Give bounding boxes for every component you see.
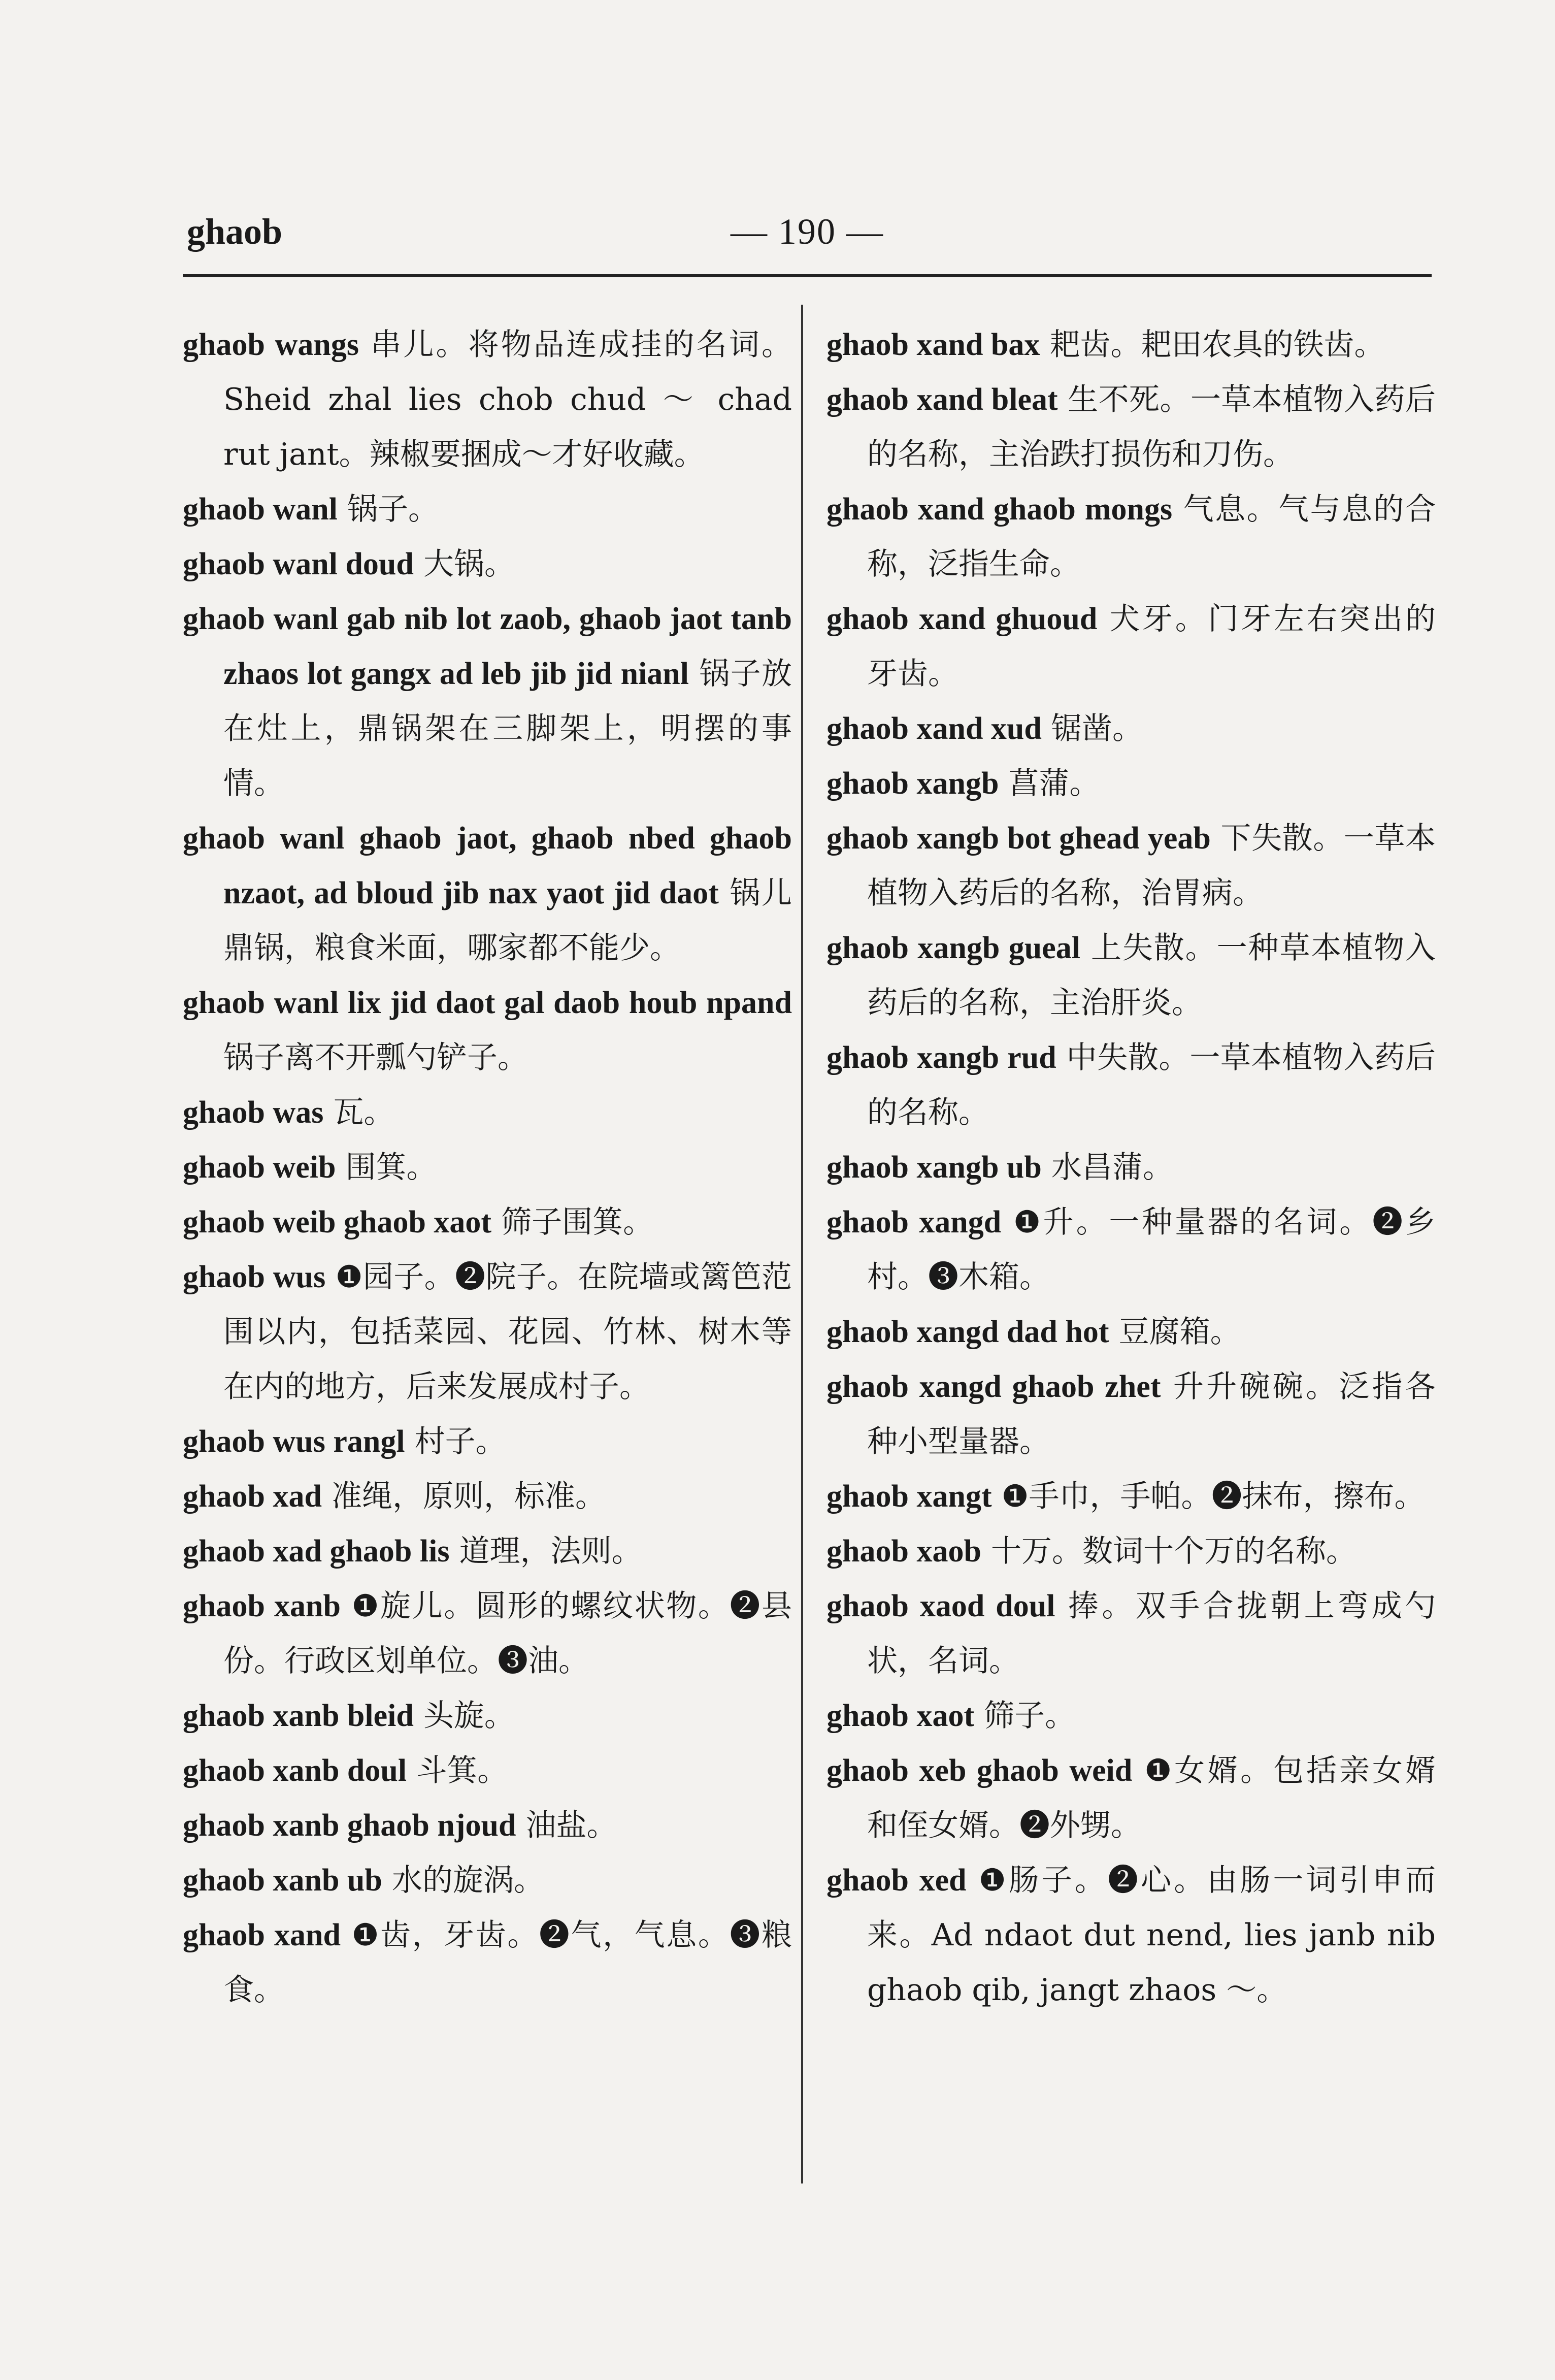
dictionary-entry [183,1743,792,1798]
dictionary-entry [183,1085,792,1140]
entry-headword: ghaob wus [183,1260,326,1294]
entry-headword: ghaob xed [826,1863,967,1898]
entry-headword: ghaob xaot [826,1699,975,1733]
entry-definition: 头旋。 [413,1698,515,1734]
entry-headword: ghaob xangd [826,1205,1002,1240]
dictionary-entry [826,1579,1436,1688]
dictionary-entry [826,1140,1436,1195]
dictionary-entry [826,1743,1436,1853]
entry-definition: 锅子放在灶上，鼎锅架在三脚架上，明摆的事情。 [223,656,792,801]
dictionary-entry [183,1469,792,1524]
entry-headword: ghaob xangb [826,766,999,801]
entry-definition: 犬牙。门牙左右突出的牙齿。 [867,601,1436,692]
column-divider [801,305,803,2183]
dictionary-entry [826,1524,1436,1579]
dictionary-entry [183,1579,792,1688]
dictionary-entry [826,1030,1436,1140]
entry-definition: 锅子。 [337,492,439,527]
entry-headword: ghaob xangb gueal [826,931,1080,965]
dictionary-entry [826,811,1436,921]
running-headword: ghaob [187,211,283,252]
entry-definition: 锅儿鼎锅，粮食米面，哪家都不能少。 [223,875,792,966]
entry-definition: 水昌蒲。 [1041,1150,1173,1185]
entry-definition: ❶女婿。包括亲女婿和侄女婿。❷外甥。 [867,1753,1436,1843]
entry-definition: 瓦。 [323,1095,394,1130]
entry-definition: 豆腐箱。 [1109,1314,1241,1350]
dictionary-entry [183,1853,792,1908]
entry-headword: ghaob wanl ghaob jaot, ghaob nbed ghaob nzaot, ad bloud jib nax yaot jid daot [183,821,792,910]
page-header [183,211,1432,272]
dictionary-entry [826,921,1436,1030]
entry-headword: ghaob xad ghaob lis [183,1534,450,1569]
dictionary-entry [183,1798,792,1853]
entry-headword: ghaob xangt [826,1479,992,1514]
entry-definition: 大锅。 [413,546,515,582]
dictionary-entry [183,1250,792,1414]
entry-definition: ❶升。一种量器的名词。❷乡村。❸木箱。 [867,1204,1436,1295]
entry-headword: ghaob wanl doud [183,547,414,581]
entry-headword: ghaob wangs [183,328,359,362]
entry-headword: ghaob xand ghuoud [826,602,1098,636]
entry-definition: 斗箕。 [407,1753,508,1788]
dictionary-entry [826,701,1436,756]
entry-definition: 耙齿。耙田农具的铁齿。 [1040,327,1385,363]
dictionary-entry [183,592,792,811]
dictionary-entry [183,317,792,482]
entry-headword: ghaob xanb ghaob njoud [183,1808,516,1843]
dictionary-entry [183,1414,792,1469]
entry-headword: ghaob xangb ub [826,1150,1042,1185]
entry-definition: 气息。气与息的合称，泛指生命。 [867,492,1436,582]
dictionary-entry [183,537,792,592]
entry-headword: ghaob xangb rud [826,1040,1056,1075]
dictionary-entry [826,317,1436,372]
entry-headword: ghaob xad [183,1479,322,1514]
header-rule [183,274,1432,277]
dictionary-entry [183,1140,792,1195]
entry-definition: ❶手巾，手帕。❷抹布，擦布。 [991,1479,1425,1514]
entry-definition: 道理，法则。 [449,1534,642,1569]
dictionary-entry [826,592,1436,701]
entry-headword: ghaob xand ghaob mongs [826,492,1173,527]
dictionary-entry [826,482,1436,592]
page-number: — 190 — [731,211,884,252]
entry-definition: ❶肠子。❷心。由肠一词引申而来。Ad ndaot dut nend, lies janb nib ghaob qib, jangt zhaos ～。 [867,1863,1436,2008]
entry-definition: 锯凿。 [1041,711,1143,746]
entry-definition: 串儿。将物品连成挂的名词。Sheid zhal lies chob chud ～ chad rut jant。辣椒要捆成～才好收藏。 [223,327,792,472]
entry-definition: 上失散。一种草本植物入药后的名称，主治肝炎。 [867,930,1436,1021]
entry-definition: ❶旋儿。圆形的螺纹状物。❷县份。行政区划单位。❸油。 [223,1588,792,1679]
dictionary-entry [826,1359,1436,1469]
entry-headword: ghaob wus rangl [183,1424,405,1459]
entry-definition: 生不死。一草本植物入药后的名称，主治跌打损伤和刀伤。 [867,382,1436,472]
dictionary-entry [826,372,1436,482]
entry-headword: ghaob xaod doul [826,1589,1055,1623]
entry-definition: 准绳，原则，标准。 [321,1479,606,1514]
dictionary-entry [183,1195,792,1250]
entry-definition: 捧。双手合拢朝上弯成勺状，名词。 [867,1588,1436,1679]
entry-definition: ❶齿，牙齿。❷气，气息。❸粮食。 [223,1917,792,2008]
entry-headword: ghaob xand xud [826,711,1042,746]
entry-headword: ghaob was [183,1095,324,1130]
dictionary-entry [826,756,1436,811]
entry-definition: 筛子。 [974,1698,1076,1734]
entry-definition: 围箕。 [336,1150,437,1185]
entry-headword: ghaob xeb ghaob weid [826,1753,1133,1788]
dictionary-entry [183,975,792,1085]
left-column [183,317,792,2017]
entry-definition: 中失散。一草本植物入药后的名称。 [867,1040,1436,1130]
dictionary-entry [826,1688,1436,1743]
entry-headword: ghaob xanb [183,1589,341,1623]
entry-headword: ghaob xaob [826,1534,981,1569]
entry-definition: 锅子离不开瓢勺铲子。 [223,1040,528,1075]
entry-headword: ghaob xangd ghaob zhet [826,1370,1161,1404]
entry-definition: 村子。 [405,1424,506,1459]
entry-definition: 下失散。一草本植物入药后的名称，治胃病。 [867,821,1436,911]
dictionary-entry [826,1853,1436,2017]
dictionary-entry [183,811,792,975]
entry-headword: ghaob wanl [183,492,338,527]
entry-headword: ghaob xangd dad hot [826,1315,1109,1349]
entry-headword: ghaob xanb ub [183,1863,382,1898]
right-column [826,317,1436,2017]
entry-headword: ghaob xanb bleid [183,1699,414,1733]
entry-definition: 筛子围箕。 [491,1204,654,1240]
entry-definition: 水的旋涡。 [382,1863,544,1898]
entry-headword: ghaob xand bax [826,328,1040,362]
dictionary-entry [826,1469,1436,1524]
dictionary-entry [826,1195,1436,1305]
entry-headword: ghaob xanb doul [183,1753,407,1788]
entry-headword: ghaob weib ghaob xaot [183,1205,492,1240]
entry-definition: 十万。数词十个万的名称。 [981,1534,1357,1569]
entry-headword: ghaob xand bleat [826,382,1058,417]
dictionary-entry [183,482,792,537]
entry-headword: ghaob wanl gab nib lot zaob, ghaob jaot tanb zhaos lot gangx ad leb jib jid nianl [183,602,792,691]
dictionary-entry [183,1908,792,2017]
entry-definition: 菖蒲。 [999,766,1100,801]
entry-definition: 油盐。 [516,1808,617,1843]
entry-headword: ghaob xand [183,1918,341,1952]
entry-headword: ghaob xangb bot ghead yeab [826,821,1211,856]
dictionary-entry [183,1524,792,1579]
entry-definition: ❶园子。❷院子。在院墙或篱笆范围以内，包括菜园、花园、竹林、树木等在内的地方，后来发展成村子。 [223,1259,792,1405]
entry-headword: ghaob weib [183,1150,336,1185]
entry-definition: 升升碗碗。泛指各种小型量器。 [867,1369,1436,1459]
dictionary-entry [183,1688,792,1743]
entry-headword: ghaob wanl lix jid daot gal daob houb npand [183,986,792,1020]
dictionary-entry [826,1305,1436,1359]
